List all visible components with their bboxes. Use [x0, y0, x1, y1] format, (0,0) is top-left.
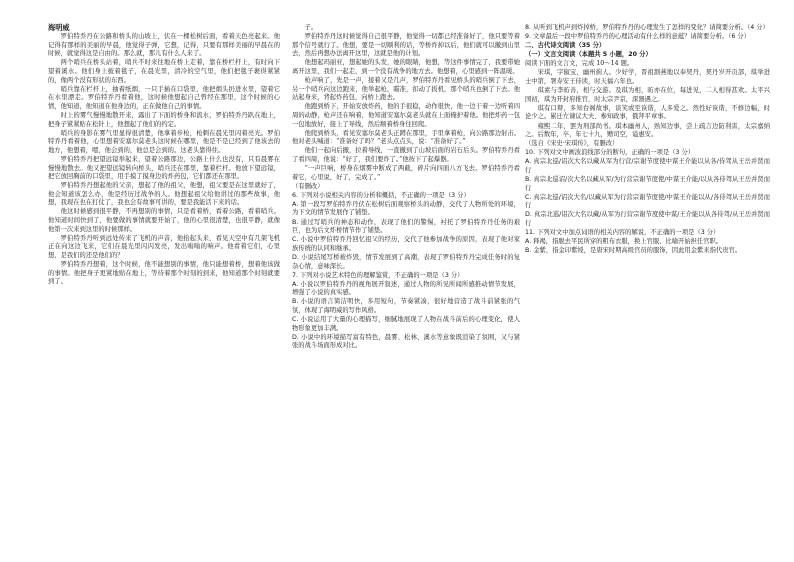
paragraph: 时上的雾气慢慢地散开来，露出了下面的桥身和流水，罗伯特乔丹趴在地上，把身子紧紧贴在松针上，他想起了他们的约定。: [48, 111, 280, 128]
question-line: B. 小说的语言简洁明快，多用短句，节奏紧凑，很好地营造了战斗前紧张的气氛，体现了海明威的写作风格。: [292, 298, 520, 314]
paragraph: 罗伯特乔丹把望远镜举起来，望着公路那边，公路上什么也没有，只有晨雾在慢慢地散去。他又把望远镜转向桥头，哨兵还在那里，靠着栏杆。他放下望远镜，把它放回胸前的口袋里，用手摸了摸身边的炸药包，它们都还在那里。: [48, 155, 280, 181]
subsection-heading: （一）文言文阅读（本题共 5 小题，20 分）: [525, 51, 652, 59]
questions-6-7: [292, 192, 520, 351]
paragraph: 他这时候感到很平静，不再想别的事情，只是看着桥，看着公路，看着哨兵。他知道时间快到了，他要做的事情就要开始了，他的心里很清楚，也很平静，就像他第一次来到这里的时候那样。: [48, 208, 280, 233]
paragraph: 两个哨兵在桥头站着，哨兵不时来往地在桥上走着，靠在桥栏杆上，有时向下望着溪水。他们身上披着毯子，在晨光里，清冷的空气里，他们把毯子裹得紧紧的，像两个没有形状的东西。: [48, 59, 280, 84]
paragraph: 哨兵的身影在雾气里显得很清楚，他拿着步枪，枪刺在晨光里闪着亮光。罗伯特乔丹看着他，心里想着安塞尔莫老头这时候在哪里，他是不是已经到了他该去的地方，他想着，嗯，他会到的，他总是会到的。这老头靠得住。: [48, 129, 280, 154]
question-line: 6. 下列对小说相关内容的分析和概括，不正确的一项是（3 分）: [292, 191, 470, 199]
paragraph: 罗伯特乔丹想着，这个时候，他不能想别的事情，他只能想着桥，想着他该做的事情。他把身子更紧地贴在地上，等待着那个时刻的到来，他知道那个时刻就要到了。: [48, 261, 280, 286]
question-line: D. 小说中的环境描写富有特色，晨雾、松林、溪水等意象既渲染了氛围，又与紧张的战斗场面形成对比。: [292, 333, 520, 350]
question-line: C. 小说中罗伯特乔丹回忆祖父的经历，交代了他参加战争的原因，表现了他对家族传统的认同和继承。: [292, 236, 520, 252]
question-line: D. 小说结尾写桥被炸毁，情节发展到了高潮，表现了罗伯特乔丹完成任务时的复杂心情，意味深长。: [292, 253, 520, 270]
article-body: [48, 33, 280, 287]
classical-paragraph: 琪有口辩，多知台阁故事，谈笑或至诙谐，人多爱之。然性好诙谐，不修边幅，时论少之。累迁左谏议大夫、参知政事，俄拜平章事。: [525, 104, 770, 121]
reading-instruction: 阅读下面的文言文，完成 10～14 题。: [525, 60, 634, 68]
question-line: 7. 下列对小说艺术特色的理解鉴赏，不正确的一项是（3 分）: [292, 271, 464, 279]
source-note: （有删改）: [292, 182, 324, 190]
article-title: 海明威: [48, 23, 70, 32]
question-line: B. 通过写哨兵的神态和动作，表现了他们的警惕，衬托了罗伯特乔丹任务的艰巨，也为后文炸桥情节作了铺垫。: [292, 218, 520, 235]
paragraph: 枪声响了，先是一声，接着又是几声，罗伯特乔丹看见桥头的哨兵倒了下去，另一个哨兵向这边跑来，他举起枪，瞄准，扣动了扳机，那个哨兵也倒了下去。他站起身来，背起炸药包，向桥上跑去。: [292, 77, 520, 102]
paragraph: 子。: [304, 24, 318, 31]
column-middle: [292, 24, 520, 351]
classical-paragraph: 雍熙二年，罢为刑部尚书。琪本幽州人，熟知边事，尝上疏言边防利害，太宗嘉纳之。后数年，卒，年七十九，赠司空，谥惠安。: [525, 122, 770, 139]
classical-paragraph: 宋琪，字俶宝，幽州蓟人。少好学，晋祖割燕地以奉契丹，契丹岁开贡部，琪举进士中第，署寿安王侍读，时天福六年也。: [525, 69, 770, 86]
question-line: A. 第一段写罗伯特乔丹伏在松树后面观察桥头的动静，交代了人物所处的环境，为下文的情节发展作了铺垫。: [292, 200, 520, 217]
questions-8-9: [525, 24, 770, 42]
paragraph: 他跑到桥下，开始安放炸药，他的手很稳，动作很快，他一边干着一边听着四周的动静，枪声还在响着，他知道安塞尔莫老头就在上面掩护着他。他把炸药一包一包地放好，接上了导线，然后顺着桥身往回爬。: [292, 103, 520, 128]
classical-paragraph: 琪素与李昉善，相与交游。及琪为相，昉亦在位，每进见，二人相得甚欢。太平兴国初，琪为开封府推官，时太宗尹京，深器遇之。: [525, 87, 770, 103]
paragraph: 罗伯特乔丹听到远处传来了飞机的声音，他抬起头来，看见天空中有几架飞机正在向这边飞来，它们在晨光里闪闪发亮，发出嗡嗡的响声。他看着它们，心里想，是我们的还是他们的？: [48, 234, 280, 259]
question-line: C. 小说运用了大量的心理描写，细腻地展现了人物在战斗前后的心理变化，使人物形象更加丰满。: [292, 316, 520, 332]
classical-source: （选自《宋史·宋琪传》，有删改）: [525, 140, 619, 148]
paragraph: “一声巨响，桥身在烟雾中断成了两截，碎片向四面八方飞去。罗伯特乔丹看着它，心里说，好了，完成了。”: [292, 165, 520, 181]
question-11: 11. 下列对文中加点词语的相关内容的解说，不正确的一项是（3 分）: [525, 229, 720, 237]
paragraph: 罗伯特乔丹想起他的父亲，想起了他的祖父，他想，祖父要是在这里就好了，他会知道该怎么办，他是经历过战争的人。他想起祖父给他讲过的那些故事，他想，我现在也在打仗了，我也会有故事可讲的，要是我能活下来的话。: [48, 182, 280, 207]
article-continued: [292, 24, 520, 182]
paragraph: 他想起玛丽亚，想起她的头发，她的眼睛，他想，等这件事情完了，我要带她离开这里，我们一起走，到一个没有战争的地方去。他想着，心里感到一阵温暖。: [292, 59, 520, 75]
paragraph: 罗伯特乔丹在公路和桥头的山坡上，伏在一棵松树后面，看着天色亮起来。他记得有那样的美丽的早晨，他觉得子弹，它想，记得，只要有那样美丽的早晨在的时候，就觉得这是自由的。那么就，那儿有什么人来了。: [48, 33, 280, 58]
option-line: D. 真宗北巡/诏次大名以藏/从军为行营宗谢节度使中谋/王介能以从各侍驾/从王岳并贤而行: [525, 211, 770, 228]
question-line: 9. 文章最后一段中罗伯特乔丹的心理活动有什么样的意蕴？请简要分析。（6 分）: [525, 33, 750, 41]
question-11-options: [525, 238, 770, 256]
question-line: 8. 从听到飞机声到炸掉桥，罗伯特乔丹的心理发生了怎样的变化？请简要分析。（4 分）: [525, 24, 769, 31]
paragraph: 哨兵靠在栏杆上，抽着纸烟，一只手插在口袋里，他把烟头扔进水里，望着它在水里漂走。罗伯特乔丹看着他，这时候他想起自己曾经在那里，这个时候的心情，他知道，他知道在他身边的，正在做他自己的事情。: [48, 85, 280, 110]
option-line: B. 金紫，指金印紫绶，是唐宋时期高级官员的服饰，因此用金紫来指代贵官。: [525, 247, 742, 255]
question-line: A. 小说以罗伯特乔丹的视角展开叙述，通过人物的所见所闻所感推动情节发展，增强了小说的真实感。: [292, 280, 520, 297]
option-line: B. 真宗北巡诏/次大名以藏从军/为行营宗谢节度使/中谋王介能/以从各侍驾从王岳并贤而行: [525, 176, 770, 192]
option-line: C. 真宗北巡/诏次大名/以藏从军为行营宗谢节度使/中谋王介能以从/各侍驾从王岳并贤而行: [525, 193, 770, 210]
question-10-options: [525, 158, 770, 228]
section-heading: 二、古代诗文阅读（35 分）: [525, 42, 606, 50]
option-line: A. 释褐，指脱去平民所穿的粗布衣服，换上官服，比喻开始担任官职。: [525, 238, 723, 246]
column-left: [48, 24, 280, 287]
classical-text: [525, 69, 770, 139]
paragraph: 他爬到桥头，看见安塞尔莫老头正蹲在那里，手里拿着枪，向公路那边射击。他对老头喊道：“准备好了吗？”老头点点头，说：“准备好了。”: [292, 129, 520, 146]
paragraph: 罗伯特乔丹这时候觉得自己很平静，他觉得一切都已经准备好了，他只要等着那个信号就行了。他想，要是一切顺利的话，等桥炸掉以后，他们就可以撤到山里去，然后再想办法离开这里，这就是他的计划。: [292, 33, 520, 58]
option-line: A. 真宗北巡/诏次大名以藏从军为行营/宗谢节度使中谋王介能以从各/侍驾从王岳并贤而行: [525, 158, 770, 174]
question-10: 10. 下列对文中画波浪线部分的断句，正确的一项是（3 分）: [525, 149, 695, 157]
column-right: [525, 24, 770, 256]
paragraph: 他们一起向后撤，拉着导线，一直撤到了山坡后面的岩石后头。罗伯特乔丹看了看四周，他说：“好了，我们要炸了。”他按下了起爆器。: [292, 147, 520, 163]
